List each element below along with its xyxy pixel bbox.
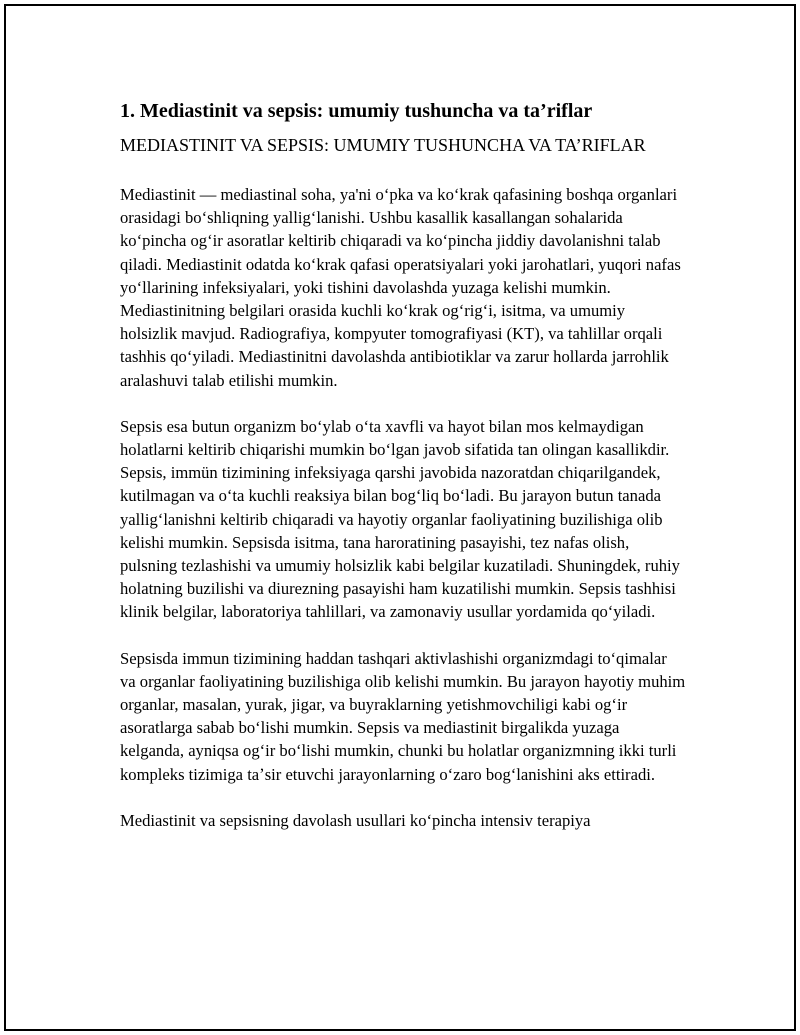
document-body	[120, 98, 686, 855]
paragraph-sepsis: Sepsis esa butun organizm boʻylab oʻta xavfli va hayot bilan mos kelmaydigan holatlarni keltirib chiqarishi mumkin boʻlgan javob sifatida tan olingan kasallikdir. Sepsis, immün tizimining infeksiyaga qarshi javobida nazoratdan chiqarilgandek, kutilmagan va oʻta kuchli reaksiya bilan bogʻliq boʻladi. Bu jarayon butun tanada yalligʻlanishni keltirib chiqaradi va hayotiy organlar faoliyatining buzilishiga olib kelishi mumkin. Sepsisda isitma, tana haroratining pasayishi, tez nafas olish, pulsning tezlashishi va umumiy holsizlik kabi belgilar kuzatiladi. Shuningdek, ruhiy holatning buzilishi va diurezning pasayishi ham kuzatilishi mumkin. Sepsis tashhisi klinik belgilar, laboratoriya tahlillari, va zamonaviy usullar yordamida qoʻyiladi.	[120, 416, 680, 622]
paragraph-mediastinit: Mediastinit — mediastinal soha, ya'ni oʻpka va koʻkrak qafasining boshqa organlari orasidagi boʻshliqning yalligʻlanishi. Ushbu kasallik kasallangan sohalarida koʻpincha ogʻir asoratlar keltirib chiqaradi va koʻpincha jiddiy davolanishni talab qiladi. Mediastinit odatda koʻkrak qafasi operatsiyalari yoki jarohatlari, yuqori nafas yoʻllarining infeksiyalari, yoki tishini davolashda yuzaga kelishi mumkin. Mediastinitning belgilari orasida kuchli koʻkrak ogʻrigʻi, isitma, va umumiy holsizlik mavjud. Radiografiya, kompyuter tomografiyasi (KT), va tahlillar orqali tashhis qoʻyiladi. Mediastinitni davolashda antibiotiklar va zarur hollarda jarrohlik aralashuvi talab etilishi mumkin.	[120, 185, 681, 390]
document-subtitle: MEDIASTINIT VA SEPSIS: UMUMIY TUSHUNCHA VA TA’RIFLAR	[120, 135, 646, 155]
paragraph-immune-response: Sepsisda immun tizimining haddan tashqari aktivlashishi organizmdagi toʻqimalar va organlar faoliyatining buzilishiga olib kelishi mumkin. Bu jarayon hayotiy muhim organlar, masalan, yurak, jigar, va buyraklarning yetishmovchiligi kabi ogʻir asoratlarga sabab boʻlishi mumkin. Sepsis va mediastinit birgalikda yuzaga kelganda, ayniqsa ogʻir boʻlishi mumkin, chunki bu holatlar organizmning ikki turli kompleks tizimiga taʼsir etuvchi jarayonlarning oʻzaro bogʻlanishini aks ettiradi.	[120, 648, 686, 784]
document-title: 1. Mediastinit va sepsis: umumiy tushuncha va ta’riflar	[120, 100, 593, 122]
paragraph-treatment: Mediastinit va sepsisning davolash usullari koʻpincha intensiv terapiya	[120, 810, 591, 830]
page-frame	[4, 4, 796, 1031]
